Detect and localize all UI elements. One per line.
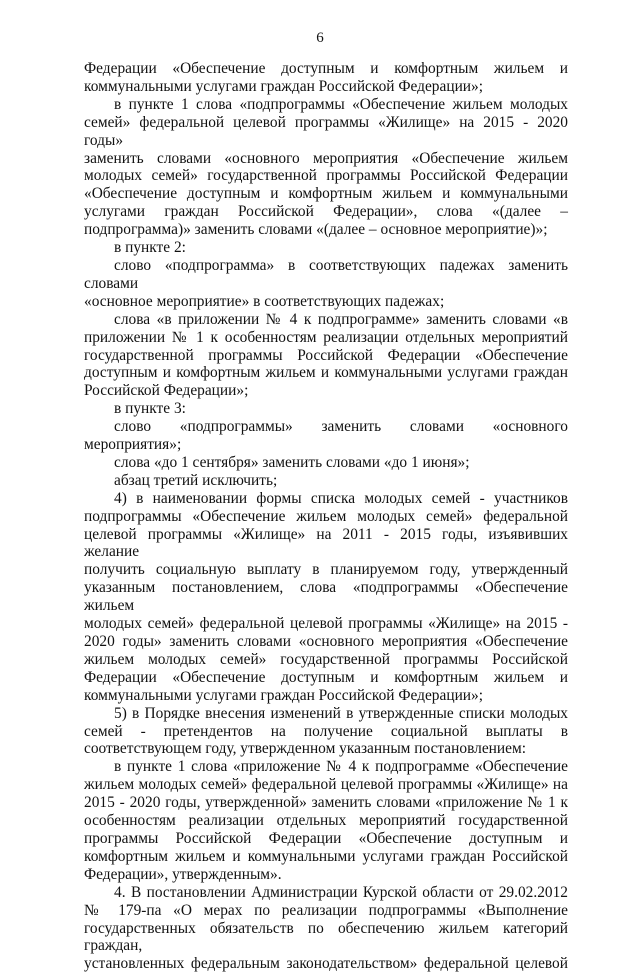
text-line: комфортным жильем и коммунальными услугами граждан Российской	[84, 847, 568, 865]
text-line: Федерации «Обеспечение доступным и комфортным жильем и	[84, 668, 568, 686]
text-line: слово «подпрограмма» в соответствующих падежах заменить словами	[84, 256, 568, 292]
text-line: доступным и комфортным жильем и коммунальными услугами граждан	[84, 364, 568, 382]
text-line: 5) в Порядке внесения изменений в утвержденные списки молодых	[114, 704, 568, 722]
text-line: жильем молодых семей» федеральной целевой программы «Жилище» на	[84, 776, 568, 794]
text-line: государственной программы Российской Федерации «Обеспечение	[84, 346, 568, 364]
text-line: заменить словами «основного мероприятия «Обеспечение жильем	[84, 149, 568, 167]
text-line: соответствующем году, утвержденном указанным постановлением:	[84, 740, 526, 758]
document-body	[84, 60, 568, 973]
text-line: молодых семей» федеральной целевой программы «Жилище» на 2015 -	[84, 615, 568, 633]
text-line: услугами граждан Российской Федерации», слова «(далее –	[84, 203, 568, 221]
text-line: «Обеспечение доступным и комфортным жильем и коммунальными	[84, 185, 568, 203]
text-line: программы Российской Федерации «Обеспечение доступным и	[84, 829, 568, 847]
text-line: 2020 годы» заменить словами «основного мероприятия «Обеспечение	[84, 633, 568, 650]
text-line: приложении № 1 к особенностям реализации отдельных мероприятий	[84, 328, 568, 346]
text-line: указанным постановлением, слова «подпрограммы «Обеспечение жильем	[84, 579, 568, 615]
text-line: подпрограмма)» заменить словами «(далее – основное мероприятие)»;	[84, 221, 548, 239]
text-line: целевой программы «Жилище» на 2011 - 2015 годы, изъявивших желание	[84, 525, 568, 561]
text-line: жильем молодых семей» государственной программы Российской	[84, 650, 568, 668]
text-line: установленных федеральным законодательством» федеральной целевой	[84, 955, 568, 973]
text-line: № 179-па «О мерах по реализации подпрограммы «Выполнение	[84, 901, 568, 919]
text-line: «основное мероприятие» в соответствующих падежах;	[84, 292, 445, 310]
text-line: в пункте 2:	[114, 239, 186, 257]
text-line: 4) в наименовании формы списка молодых семей - участников	[114, 489, 568, 507]
text-line: в пункте 3:	[114, 400, 186, 418]
page-number: 6	[316, 30, 324, 46]
text-line: 4. В постановлении Администрации Курской области от 29.02.2012	[114, 883, 568, 901]
text-line: особенностям реализации отдельных мероприятий государственной	[84, 812, 568, 830]
text-line: коммунальными услугами граждан Российской Федерации»;	[84, 77, 484, 95]
text-line: молодых семей» государственной программы Российской Федерации	[84, 167, 568, 185]
text-line: семей - претендентов на получение социальной выплаты в	[84, 722, 568, 740]
text-line: Федерации», утвержденным».	[84, 865, 282, 883]
text-line: семей» федеральной целевой программы «Жилище» на 2015 - 2020 годы»	[84, 113, 568, 149]
text-line: слово «подпрограммы» заменить словами «основного мероприятия»;	[84, 418, 568, 454]
text-line: абзац третий исключить;	[114, 471, 278, 489]
text-line: государственных обязательств по обеспечению жильем категорий граждан,	[84, 919, 568, 955]
text-line: слова «в приложении № 4 к подпрограмме» заменить словами «в	[114, 310, 568, 328]
text-line: 2015 - 2020 годы, утвержденной» заменить словами «приложение № 1 к	[84, 794, 568, 812]
text-line: получить социальную выплату в планируемом году, утвержденный	[84, 561, 568, 579]
text-line: Российской Федерации»;	[84, 382, 249, 400]
text-line: слова «до 1 сентября» заменить словами «до 1 июня»;	[114, 453, 470, 471]
text-line: в пункте 1 слова «подпрограммы «Обеспечение жильем молодых	[114, 95, 568, 113]
text-line: в пункте 1 слова «приложение № 4 к подпрограмме «Обеспечение	[114, 758, 568, 776]
text-line: подпрограммы «Обеспечение жильем молодых семей» федеральной	[84, 507, 568, 525]
text-line: коммунальными услугами граждан Российской Федерации»;	[84, 686, 484, 704]
text-line: Федерации «Обеспечение доступным и комфортным жильем и	[84, 60, 568, 77]
